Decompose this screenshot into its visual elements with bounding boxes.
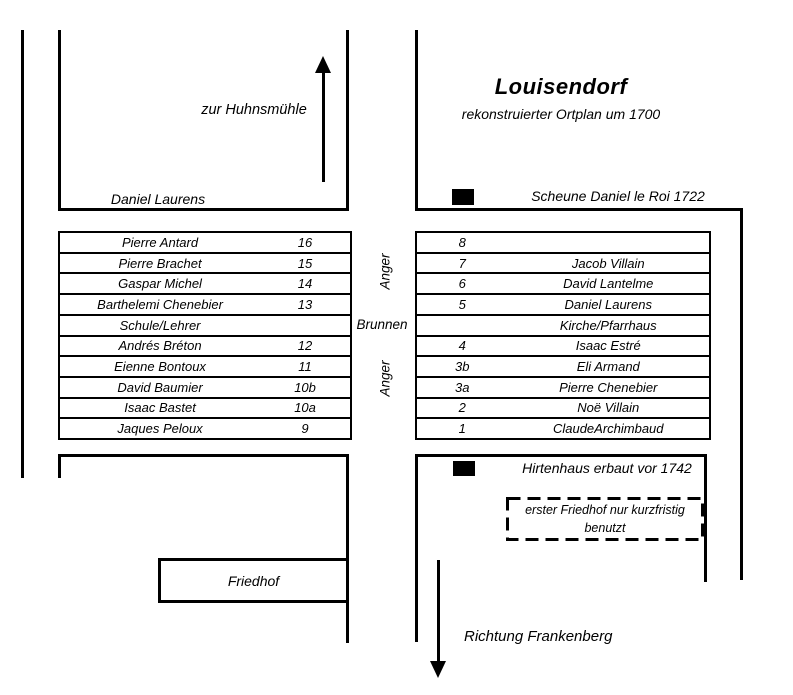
east-street-upper-line xyxy=(415,30,418,211)
house-number: 12 xyxy=(297,338,313,354)
house-number: 13 xyxy=(297,296,313,312)
table-row xyxy=(417,274,709,295)
house-number: 4 xyxy=(458,338,466,354)
table-row xyxy=(417,254,709,275)
table-row xyxy=(417,419,709,438)
table-row xyxy=(60,274,350,295)
resident-name: Barthelemi Chenebier xyxy=(97,296,223,312)
resident-name: Eienne Bontoux xyxy=(114,359,206,375)
resident-name: Jaques Peloux xyxy=(117,421,203,437)
southwest-east-line xyxy=(346,454,349,643)
friedhof-box xyxy=(158,558,349,603)
house-number: 2 xyxy=(458,400,466,416)
table-row xyxy=(417,399,709,420)
down-arrow-icon xyxy=(430,661,446,678)
house-number: 15 xyxy=(297,255,313,271)
house-number: 3a xyxy=(455,379,470,395)
mill-lane-west-line xyxy=(58,30,61,211)
house-number: 3b xyxy=(455,359,470,375)
resident-name: Gaspar Michel xyxy=(118,276,202,292)
table-row xyxy=(60,254,350,275)
house-number: 14 xyxy=(297,276,313,292)
resident-name: Eli Armand xyxy=(576,359,640,375)
mill-lane-east-line xyxy=(346,30,349,211)
house-number: 16 xyxy=(297,234,313,250)
resident-name: Pierre Chenebier xyxy=(559,379,658,395)
page-title: Louisendorf xyxy=(494,74,628,99)
hirtenhaus-label: Hirtenhaus erbaut vor 1742 xyxy=(522,460,692,476)
first-cemetery-label xyxy=(506,497,704,541)
southeast-west-line xyxy=(415,454,418,642)
table-row xyxy=(60,316,350,337)
house-number: 9 xyxy=(301,421,309,437)
table-row xyxy=(60,419,350,438)
west-outer-street-line xyxy=(21,30,24,478)
resident-name: Andrés Bréton xyxy=(118,338,202,354)
hirtenhaus-marker xyxy=(453,461,475,476)
first-cemetery-line2: benutzt xyxy=(584,521,626,535)
resident-name: Schule/Lehrer xyxy=(119,317,201,333)
title-block xyxy=(420,74,702,122)
house-number: 6 xyxy=(458,276,466,292)
resident-name: Jacob Villain xyxy=(571,255,645,271)
resident-name: Pierre Brachet xyxy=(118,255,202,271)
brunnen-label: Brunnen xyxy=(356,317,408,332)
daniel-laurens-street-line xyxy=(58,208,349,211)
mill-direction-label: zur Huhnsmühle xyxy=(201,102,307,118)
resident-name: ClaudeArchimbaud xyxy=(552,421,664,437)
resident-name: Isaac Bastet xyxy=(124,400,196,416)
anger-north-label: Anger xyxy=(377,253,393,290)
house-number: 8 xyxy=(458,234,466,250)
friedhof-label: Friedhof xyxy=(227,572,280,589)
table-row xyxy=(417,316,709,337)
frankenberg-direction-label: Richtung Frankenberg xyxy=(464,628,613,645)
scheune-street-line xyxy=(415,208,743,211)
resident-name: Isaac Estré xyxy=(575,338,641,354)
first-cemetery-line1: erster Friedhof nur kurzfristig xyxy=(525,502,685,517)
southwest-street-stub-line xyxy=(58,454,61,478)
anger-south-label: Anger xyxy=(377,360,393,397)
house-number: 7 xyxy=(458,255,466,271)
table-row xyxy=(60,233,350,254)
resident-name: Kirche/Pfarrhaus xyxy=(559,317,657,333)
table-row xyxy=(417,337,709,358)
table-row xyxy=(60,399,350,420)
house-number: 1 xyxy=(458,421,466,437)
down-arrow-shaft xyxy=(437,560,440,663)
table-row xyxy=(60,295,350,316)
page-subtitle: rekonstruierter Ortplan um 1700 xyxy=(461,106,661,122)
east-outer-street-line xyxy=(740,208,743,580)
resident-name: Pierre Antard xyxy=(121,234,199,250)
resident-name: Noë Villain xyxy=(577,400,640,416)
southwest-street-line xyxy=(58,454,349,457)
scheune-marker xyxy=(452,189,474,205)
west-house-table xyxy=(58,231,352,440)
house-number: 11 xyxy=(298,359,312,375)
up-arrow-icon xyxy=(315,56,331,73)
up-arrow-shaft xyxy=(322,72,325,182)
house-number: 5 xyxy=(458,296,466,312)
house-number: 10a xyxy=(294,400,316,416)
resident-name: David Baumier xyxy=(117,379,203,395)
scheune-label: Scheune Daniel le Roi 1722 xyxy=(531,188,705,204)
table-row xyxy=(417,357,709,378)
table-row xyxy=(60,378,350,399)
resident-name: David Lantelme xyxy=(563,276,654,292)
table-row xyxy=(417,378,709,399)
table-row xyxy=(60,337,350,358)
resident-name: Daniel Laurens xyxy=(564,296,652,312)
table-row xyxy=(417,233,709,254)
table-row xyxy=(417,295,709,316)
house-number: 10b xyxy=(294,379,316,395)
hirtenhaus-street-line xyxy=(415,454,707,457)
table-row xyxy=(60,357,350,378)
daniel-laurens-street-label: Daniel Laurens xyxy=(110,191,206,207)
first-cemetery-box xyxy=(506,497,704,541)
east-house-table xyxy=(415,231,711,440)
